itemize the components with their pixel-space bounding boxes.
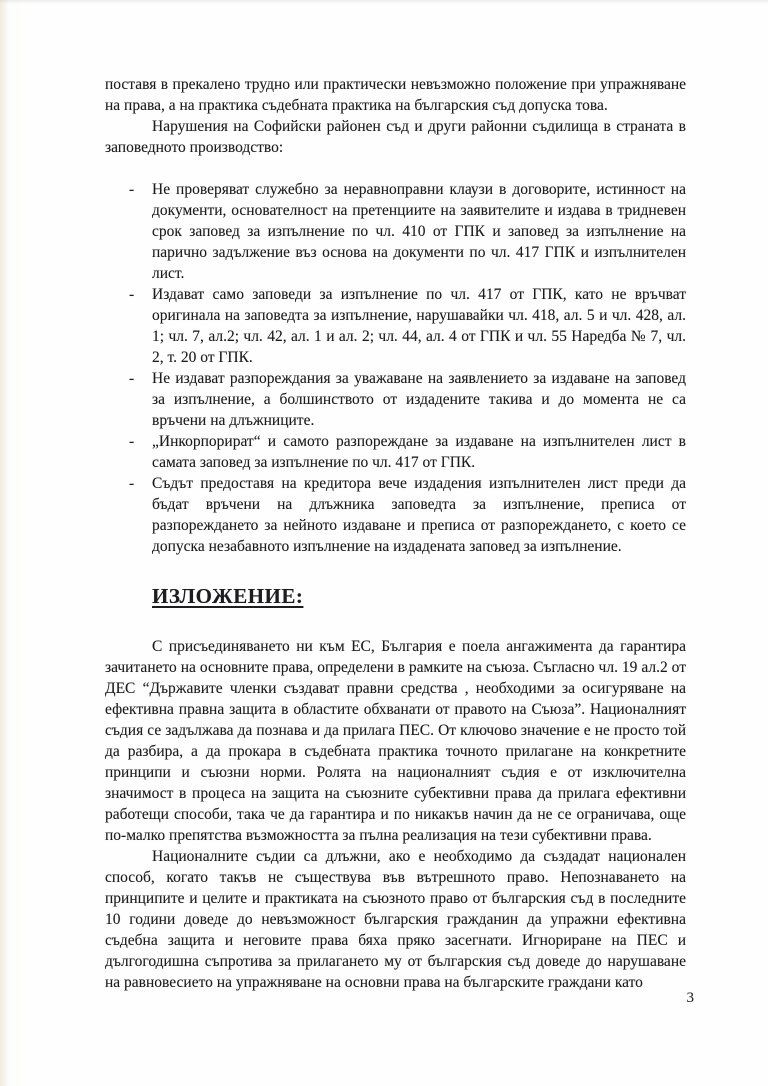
scan-edge-artifact (0, 0, 768, 4)
paragraph-violations-intro: Нарушения на Софийски районен съд и други районни съдилища в страната в заповедното производство: (105, 118, 686, 156)
bullet-dash-marker: - (129, 181, 135, 198)
bullet-item-text: „Инкорпорират“ и самото разпореждане за издаване на изпълнителен лист в самата заповед за изпълнение по чл. 417 от ГПК. (152, 433, 686, 471)
bullet-dash-marker: - (129, 433, 135, 450)
bullet-item-4 (105, 431, 686, 473)
bullet-item-text: Не издават разпореждания за уважаване на заявлението за издаване на заповед за изпълнение, а болшинството от издадените такива и до момента не са връчени на длъжниците. (152, 370, 686, 429)
page-content (105, 74, 686, 993)
bullet-item-2 (105, 284, 686, 368)
bullet-item-text: Издават само заповеди за изпълнение по чл. 417 от ГПК, като не връчват оригинала на заповедта за изпълнение, нарушавайки чл. 418, ал. 5 и чл. 428, ал. 1; чл. 7, ал.2; чл. 42, ал. 1 и ал. 2; чл. 44, ал. 4 от ГПК и чл. 55 Наредба № 7, чл. 2, т. 20 от ГПК. (152, 286, 686, 366)
page-number: 3 (686, 990, 694, 1006)
bullet-dash-marker: - (129, 475, 135, 492)
section-heading-izlozhenie: ИЗЛОЖЕНИЕ: (152, 584, 304, 608)
bullet-item-1 (105, 179, 686, 284)
bullet-dash-marker: - (129, 370, 135, 387)
paragraph-continuation: поставя в прекалено трудно или практически невъзможно положение при упражняване на права, а на практика съдебната практика на българския съд допуска това. (105, 76, 686, 114)
exposition-body (105, 636, 686, 993)
bullet-item-5 (105, 473, 686, 557)
bullet-item-3 (105, 368, 686, 431)
body-paragraph-1: С присъединяването ни към ЕС, България е поела ангажимента да гарантира зачитането на основните права, определени в рамките на съюза. Съгласно чл. 19 ал.2 от ДЕС “Държавите членки създават правни средства , необходими за осигуряване на ефективна правна защита в областите обхванати от правото на Съюза”. Националният съдия се задължава да познава и да прилага ПЕС. От ключово значение е не просто той да разбира, а да прокара в съдебната практика точното прилагане на конкретните принципи и съюзни норми. Ролята на националният съдия е от изключителна значимост в процеса на защита на съюзните субективни права да прилага ефективни работещи способи, така че да гарантира и по никакъв начин да не се ограничава, още по-малко препятства възможността за пълна реализация на тези субективни права. (105, 638, 686, 844)
bullet-item-text: Не проверяват служебно за неравноправни клаузи в договорите, истинност на документи, основателност на претенциите на заявителите и издава в тридневен срок заповед за изпълнение по чл. 410 от ГПК и заповед за изпълнение на парично задължение въз основа на документи по чл. 417 ГПК и изпълнителен лист. (152, 181, 686, 282)
violations-bullet-list (105, 179, 686, 557)
bullet-dash-marker: - (129, 286, 135, 303)
body-paragraph-2: Националните съдии са длъжни, ако е необходимо да създадат национален способ, когато такъв не съществува във вътрешното право. Непознаването на принципите и целите и практиката на съюзното право от българския съд в последните 10 години доведе до невъзможност българския гражданин да упражни ефективна съдебна защита и неговите права бяха пряко засегнати. Игнориране на ПЕС и дългогодишна съпротива за прилагането му от българския съд доведе до нарушаване на равновесието на упражняване на основни права на българските граждани като (105, 848, 686, 991)
bullet-item-text: Съдът предоставя на кредитора вече издадения изпълнителен лист преди да бъдат връчени на длъжника заповедта за изпълнение, преписа от разпореждането за нейното издаване и преписа от разпореждането, с което се допуска незабавното изпълнение на издадената заповед за изпълнение. (152, 475, 686, 555)
